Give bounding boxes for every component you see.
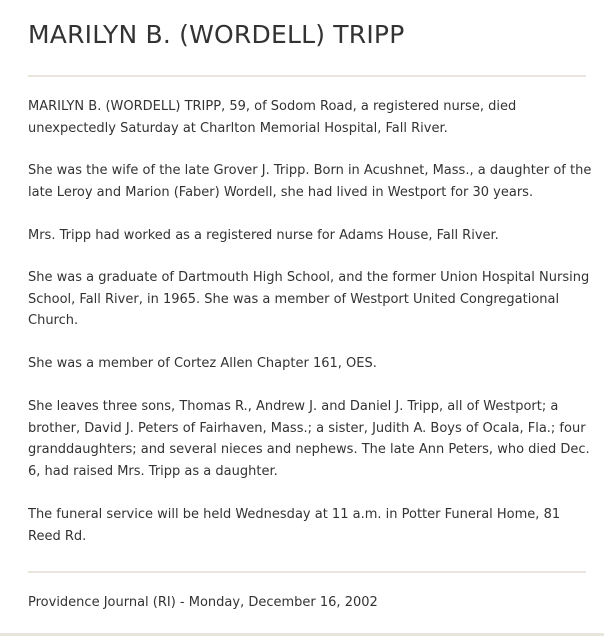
obituary-paragraph: She leaves three sons, Thomas R., Andrew J. and Daniel J. Tripp, all of Westport; a brother, David J. Peters of Fairhaven, Mass.; a sister, Judith A. Boys of Ocala, Fla.; four granddaughters; and several nieces and nephews. The late Ann Peters, who died Dec. 6, had raised Mrs. Tripp as a daughter.: [28, 399, 590, 479]
obituary-paragraph: She was the wife of the late Grover J. Tripp. Born in Acushnet, Mass., a daughter of the late Leroy and Marion (Faber) Wordell, she had lived in Westport for 30 years.: [28, 163, 592, 200]
obituary-paragraph: She was a member of Cortez Allen Chapter 161, OES.: [28, 356, 377, 371]
obituary-paragraph: MARILYN B. (WORDELL) TRIPP, 59, of Sodom Road, a registered nurse, died unexpectedly Saturday at Charlton Memorial Hospital, Fall River.: [28, 99, 517, 136]
source-divider: [28, 571, 586, 573]
publication-source: Providence Journal (RI) - Monday, December 16, 2002: [28, 595, 378, 610]
obituary-title: MARILYN B. (WORDELL) TRIPP: [28, 20, 405, 49]
title-divider: [28, 75, 586, 77]
obituary-paragraph: The funeral service will be held Wednesday at 11 a.m. in Potter Funeral Home, 81 Reed Rd.: [28, 507, 561, 544]
obituary-paragraph: She was a graduate of Dartmouth High School, and the former Union Hospital Nursing School, Fall River, in 1965. She was a member of Westport United Congregational Church.: [28, 270, 590, 328]
obituary-paragraph: Mrs. Tripp had worked as a registered nurse for Adams House, Fall River.: [28, 228, 499, 243]
